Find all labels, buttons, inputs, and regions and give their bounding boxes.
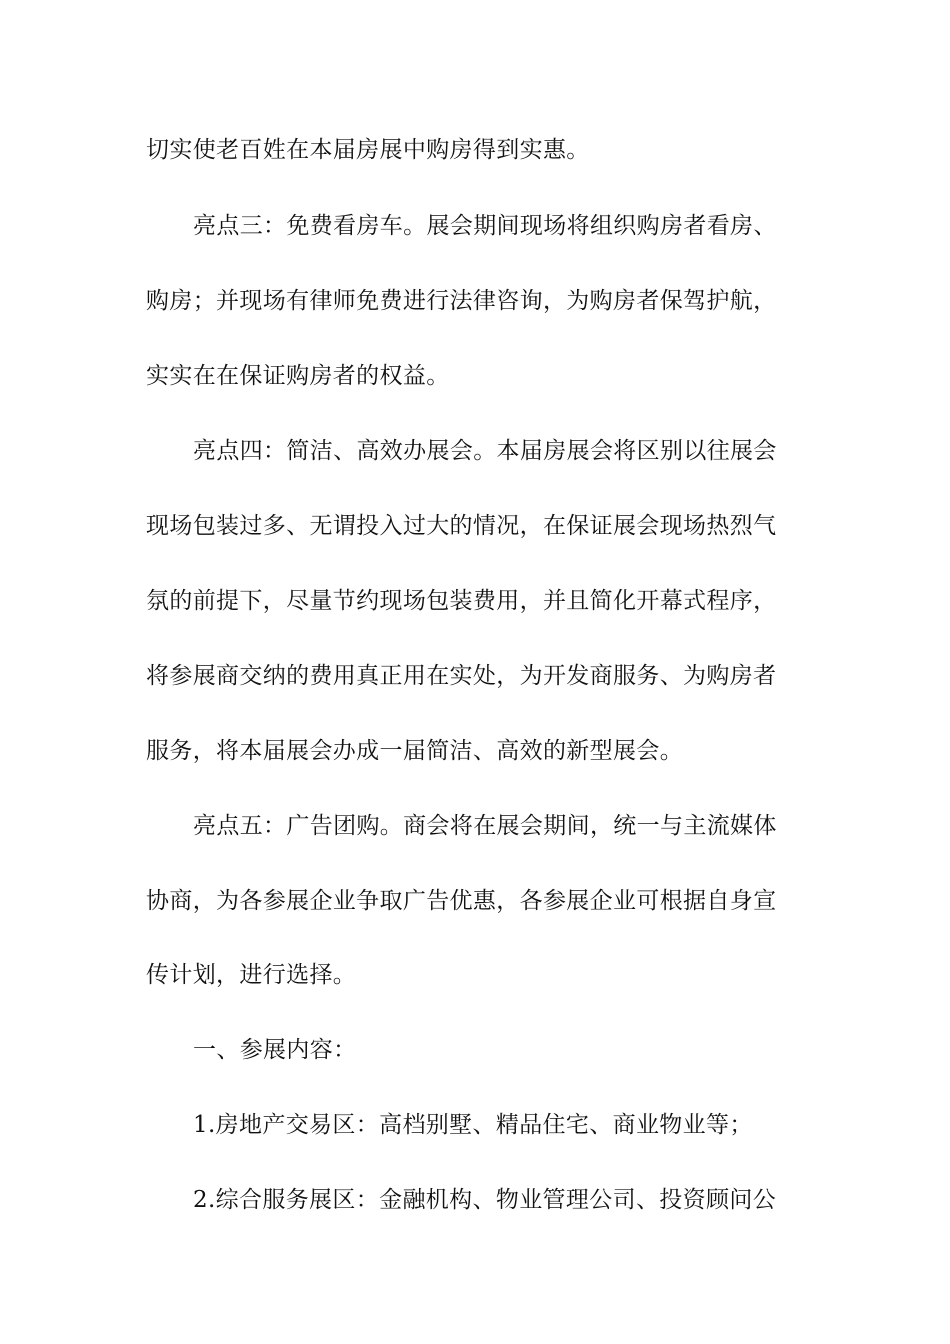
- highlight-four-line: 亮点四：简洁、高效办展会。本届房展会将区别以往展会: [193, 438, 777, 464]
- section-heading: 一、参展内容：: [193, 1037, 357, 1063]
- list-item: 1.房地产交易区：高档别墅、精品住宅、商业物业等；: [193, 1112, 753, 1138]
- text-line: 切实使老百姓在本届房展中购房得到实惠。: [146, 137, 590, 163]
- highlight-three-line: 亮点三：免费看房车。展会期间现场将组织购房者看房、: [193, 213, 777, 239]
- text-line: 购房；并现场有律师免费进行法律咨询，为购房者保驾护航，: [146, 288, 777, 314]
- text-line: 实实在在保证购房者的权益。: [146, 363, 450, 389]
- text-line: 服务，将本届展会办成一届简洁、高效的新型展会。: [146, 738, 684, 764]
- text-line: 协商，为各参展企业争取广告优惠，各参展企业可根据自身宣: [146, 888, 777, 914]
- list-item: 2.综合服务展区：金融机构、物业管理公司、投资顾问公: [193, 1187, 777, 1213]
- text-line: 传计划，进行选择。: [146, 962, 357, 988]
- text-line: 现场包装过多、无谓投入过大的情况，在保证展会现场热烈气: [146, 513, 777, 539]
- highlight-five-line: 亮点五：广告团购。商会将在展会期间，统一与主流媒体: [193, 813, 777, 839]
- text-line: 氛的前提下，尽量节约现场包装费用，并且简化开幕式程序，: [146, 588, 777, 614]
- text-line: 将参展商交纳的费用真正用在实处，为开发商服务、为购房者: [146, 663, 777, 689]
